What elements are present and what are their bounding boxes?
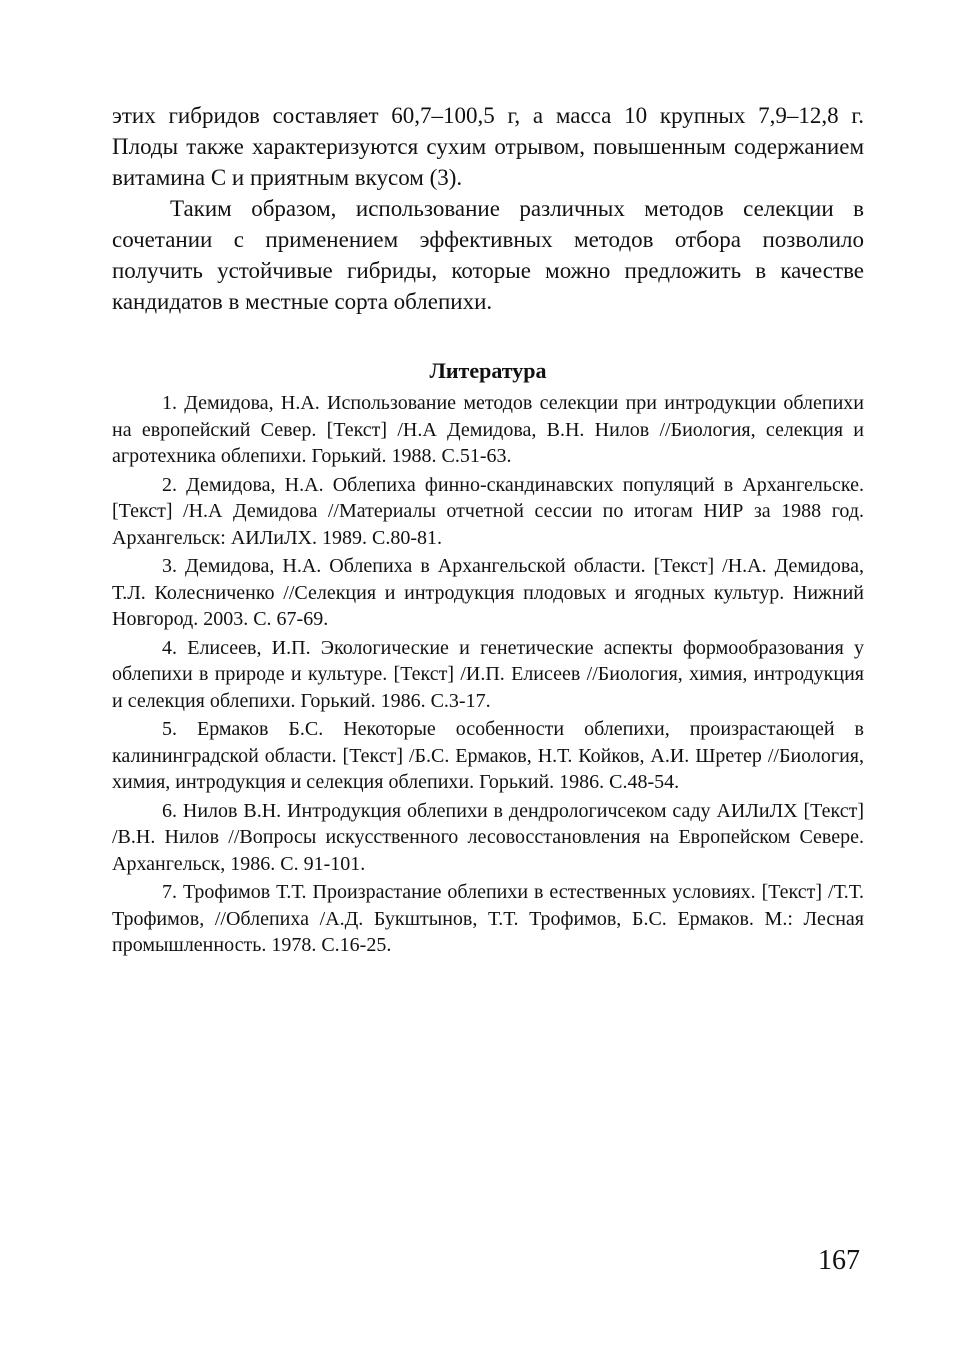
reference-item: 5. Ермаков Б.С. Некоторые особенности облепихи, произрастающей в калининградской области. [Текст] /Б.С. Ермаков, Н.Т. Койков, А.И. Шретер //Биология, химия, интродукция и селекция облепихи. Горький. 1986. С.48-54. xyxy=(112,718,864,793)
reference-item: 1. Демидова, Н.А. Использование методов селекции при интродукции облепихи на европейский Север. [Текст] /Н.А Демидова, В.Н. Нилов //Биология, селекция и агротехника облепихи. Горький. 1988. С.51-63. xyxy=(112,392,864,467)
references-heading: Литература xyxy=(429,358,547,383)
page-content xyxy=(112,100,864,961)
reference-item: 4. Елисеев, И.П. Экологические и генетические аспекты формообразования у облепихи в природе и культуре. [Текст] /И.П. Елисеев //Биология, химия, интродукция и селекция облепихи. Горький. 1986. С.3-17. xyxy=(112,636,864,712)
body-paragraph-conclusion: Таким образом, использование различных методов селекции в сочетании с применением эффективных методов отбора позволило получить устойчивые гибриды, которые можно предложить в качестве кандидатов в местные сорта облепихи. xyxy=(112,196,864,314)
page-number: 167 xyxy=(818,1245,860,1276)
reference-item: 3. Демидова, Н.А. Облепиха в Архангельской области. [Текст] /Н.А. Демидова, Т.Л. Колесниченко //Селекция и интродукция плодовых и ягодных культур. Нижний Новгород. 2003. С. 67-69. xyxy=(112,555,864,630)
body-paragraph-continuation: этих гибридов составляет 60,7–100,5 г, а масса 10 крупных 7,9–12,8 г. Плоды также характеризуются сухим отрывом, повышенным содержанием витамина С и приятным вкусом (3). xyxy=(112,103,864,190)
reference-item: 6. Нилов В.Н. Интродукция облепихи в дендрологичсеком саду АИЛиЛХ [Текст] /В.Н. Нилов //Вопросы искусственного лесовосстановления на Европейском Севере. Архангельск, 1986. С. 91-101. xyxy=(112,799,864,875)
references-list xyxy=(112,390,864,959)
reference-item: 2. Демидова, Н.А. Облепиха финно-скандинавских популяций в Архангельске. [Текст] /Н.А Демидова //Материалы отчетной сессии по итогам НИР за 1988 год. Архангельск: АИЛиЛХ. 1989. С.80-81. xyxy=(112,473,864,549)
reference-item: 7. Трофимов Т.Т. Произрастание облепихи в естественных условиях. [Текст] /Т.Т. Трофимов, //Облепиха /А.Д. Букштынов, Т.Т. Трофимов, Б.С. Ермаков. М.: Лесная промышленность. 1978. С.16-25. xyxy=(112,881,864,956)
